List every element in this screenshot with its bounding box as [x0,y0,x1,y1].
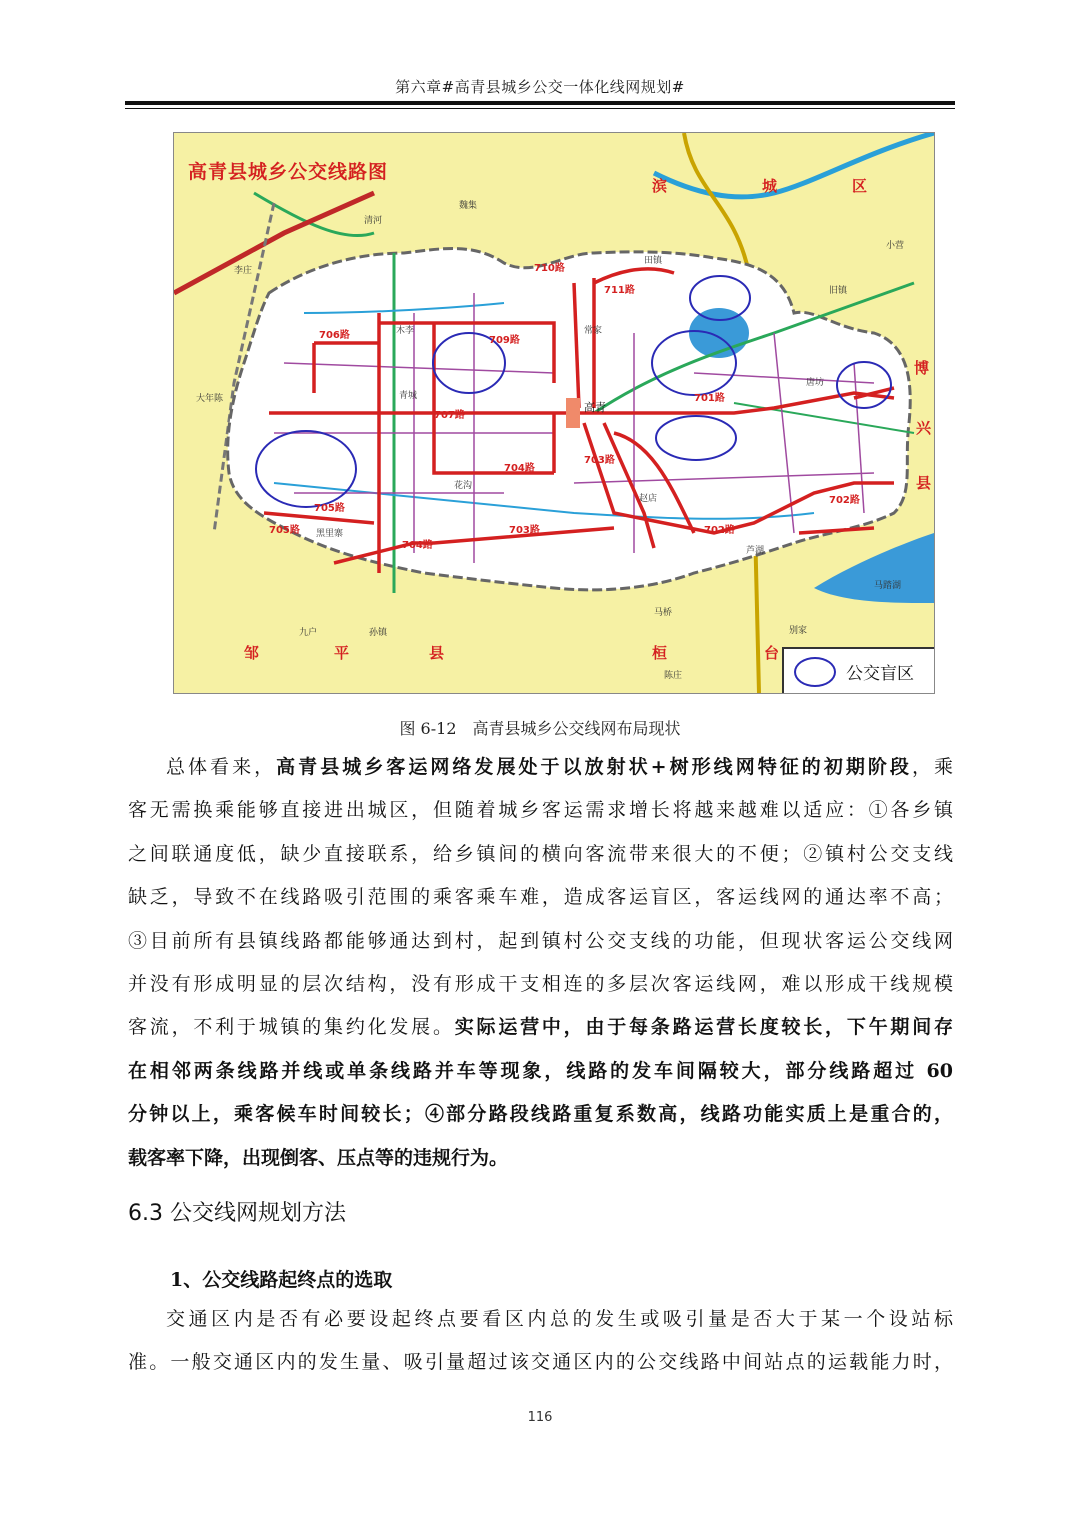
place-label-sunzhen: 孙镇 [369,628,388,638]
map-title: 高青县城乡公交线路图 [188,161,389,183]
para2-line-2: 准。一般交通区内的发生量、吸引量超过该交通区内的公交线路中间站点的运载能力时， [128,1351,953,1374]
county-seat-marker [566,398,580,428]
region-label-cheng: 城 [762,177,778,195]
place-label-tangfang: 唐坊 [806,378,825,388]
river-north [654,133,934,197]
route-label-702: 702路 [829,495,860,506]
place-label-lizhuang: 李庄 [234,266,253,276]
para1-line-7 [128,1006,953,1049]
place-label-zhaodian: 赵店 [639,494,658,504]
para1-line-3: 之间联通度低，缺少直接联系，给乡镇间的横向客流带来很大的不便；②镇村公交支线 [128,842,953,865]
route-label-705b: 705路 [269,525,300,536]
para1-line-8 [128,1050,953,1093]
para1-text-7a: 客流，不利于城镇的集约化发展。 [128,1016,455,1039]
para1-line-6: 并没有形成明显的层次结构，没有形成干支相连的多层次客运线网，难以形成干线规模 [128,972,953,995]
place-label-chenzhuang: 陈庄 [664,671,683,681]
route-label-702b: 702路 [704,525,735,536]
para1-text-1c: ，乘 [911,756,953,778]
para1-line-9 [128,1093,953,1136]
route-label-707: 707路 [434,410,465,421]
para1-line-2: 客无需换乘能够直接进出城区，但随着城乡客运需求增长将越来越难以适应：①各乡镇 [128,799,953,822]
para1-line-5: ③目前所有县镇线路都能够通达到村，起到镇村公交支线的功能，但现状客运公交线网 [128,929,953,952]
place-label-heilizhai: 黑里寨 [316,529,344,539]
para1-text-1b-bold: 高青县城乡客运网络发展处于以放射状+树形线网特征的初期阶段 [276,756,912,778]
place-label-qinghe: 清河 [364,216,383,226]
page-header: 第六章#高青县城乡公交一体化线网规划# [395,78,685,96]
section-heading: 6.3 公交线网规划方法 [128,1201,346,1226]
route-label-710: 710路 [534,263,565,274]
place-label-huagou: 花沟 [454,481,473,491]
region-label-xian-bottom: 县 [429,644,445,662]
map-legend [782,647,935,694]
bus-route-map [173,132,935,694]
para1-text-10-bold: 载客率下降，出现倒客、压点等的违规行为。 [128,1146,509,1169]
route-label-703b: 703路 [509,525,540,536]
para1-text-7b-bold: 实际运营中，由于每条路运营长度较长，下午期间存 [454,1016,953,1039]
route-label-703: 703路 [584,455,615,466]
route-label-711: 711路 [604,285,635,296]
place-label-biejia: 别家 [789,626,808,636]
route-label-704: 704路 [504,463,535,474]
route-label-705: 705路 [314,503,345,514]
region-label-qu: 区 [852,177,868,195]
paragraph-terminal-selection [128,1298,953,1385]
figure-caption: 图 6-12 高青县城乡公交线网布局现状 [399,719,681,738]
region-label-bo: 博 [914,359,930,377]
place-label-xiaoying: 小营 [886,241,905,251]
region-label-bin: 滨 [652,177,668,195]
region-label-ping: 平 [334,644,350,662]
place-label-muli: 木李 [396,326,415,336]
place-label-weiji: 魏集 [459,201,478,211]
region-label-tai: 台 [764,644,780,662]
place-label-maqiao: 马桥 [654,608,673,618]
legend-label: 公交盲区 [846,664,914,684]
place-label-danianchen: 大年陈 [196,394,224,404]
place-label-qingcheng: 青城 [399,391,418,401]
page-number: 116 [527,1410,553,1425]
route-label-709: 709路 [489,335,520,346]
map-graphic [174,133,934,693]
header-rule-thin [125,108,955,109]
para2-line-1: 交通区内是否有必要设起终点要看区内总的发生或吸引量是否大于某一个设站标 [166,1308,953,1330]
region-label-xian-right: 县 [916,474,932,492]
place-label-gaoqing: 高青 [584,401,606,414]
route-label-704b: 704路 [402,540,433,551]
route-label-706: 706路 [319,330,350,341]
place-label-matahu: 马踏湖 [874,581,902,591]
region-label-xing: 兴 [916,419,932,437]
subsection-heading: 1、公交线路起终点的选取 [170,1269,393,1291]
lake-mataru [814,533,934,603]
para1-text-1a: 总体看来， [166,756,277,778]
para1-text-9-bold: 分钟以上，乘客候车时间较长；④部分路段线路重复系数高，线路功能实质上是重合的， [128,1103,953,1126]
place-label-changjia: 常家 [584,326,603,336]
paragraph-overview [128,746,953,1180]
place-label-tianzhen: 田镇 [644,256,663,266]
region-label-huan: 桓 [652,644,668,662]
para1-text-8-bold: 在相邻两条线路并线或单条线路并车等现象，线路的发车间隔较大，部分线路超过 60 [128,1059,953,1082]
route-label-701: 701路 [694,393,725,404]
para1-line-10 [128,1137,953,1180]
legend-blind-spot-icon [794,657,836,687]
region-label-zou: 邹 [244,644,260,662]
para1-line-1 [128,746,953,789]
place-label-luhu: 芦湖 [746,546,765,556]
place-label-jiuzhen: 旧镇 [829,286,848,296]
header-rule-thick [125,101,955,105]
para1-line-4: 缺乏，导致不在线路吸引范围的乘客乘车难，造成客运盲区，客运线网的通达率不高； [128,886,953,909]
place-label-jiuhu: 九户 [299,628,318,638]
